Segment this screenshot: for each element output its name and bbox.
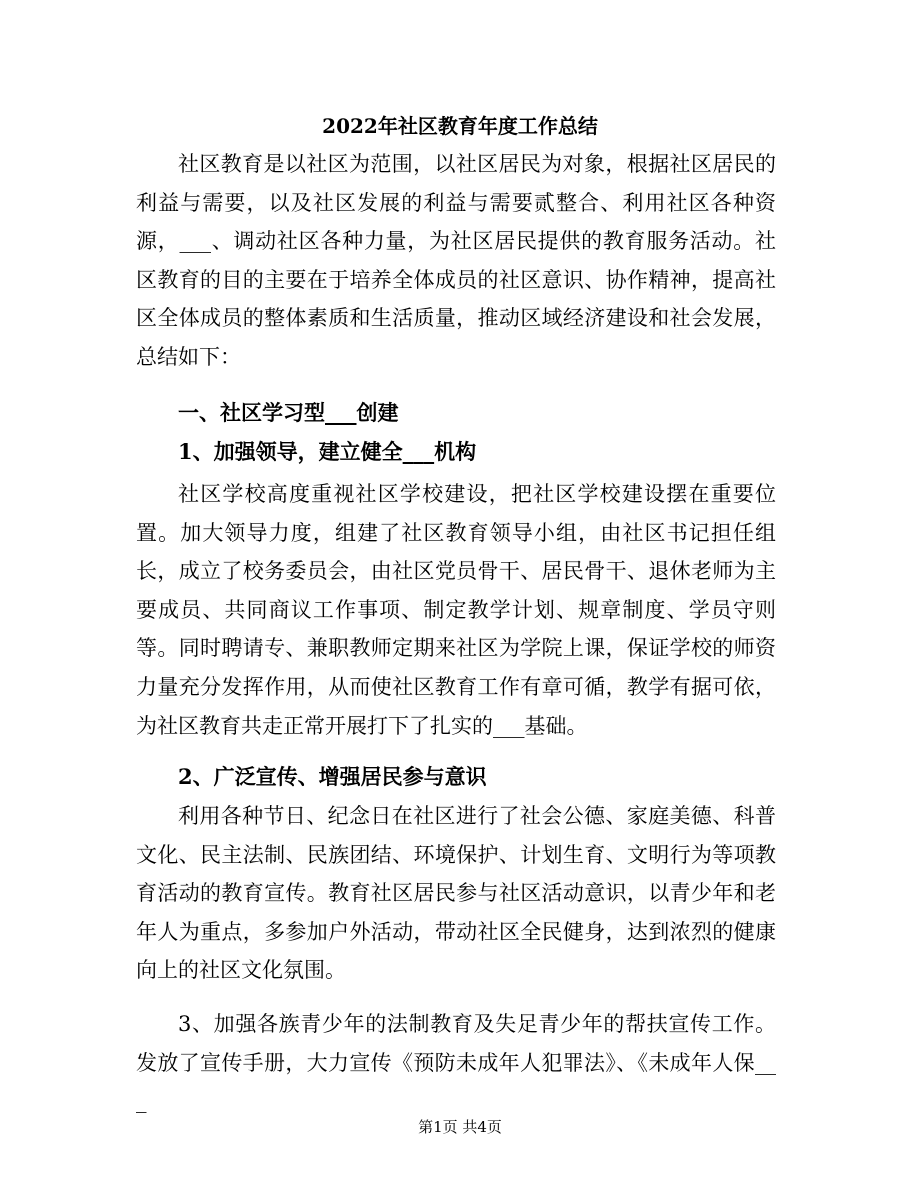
- subsection-heading-text: 1、加强领导，建立健全___机构: [178, 439, 477, 464]
- subsection-paragraph-2: [136, 797, 776, 990]
- section-heading-1: [136, 394, 776, 433]
- subsection-paragraph-3: [136, 1005, 776, 1121]
- paragraph-text: 利用各种节日、纪念日在社区进行了社会公德、家庭美德、科普文化、民主法制、民族团结、环境保护、计划生育、文明行为等项教育活动的教育宣传。教育社区居民参与社区活动意识，以青少年和老年人为重点，多参加户外活动，带动社区全民健身，达到浓烈的健康向上的社区文化氛围。: [136, 804, 776, 983]
- subsection-heading-text: 2、广泛宣传、增强居民参与意识: [178, 764, 487, 789]
- paragraph-text: 3、加强各族青少年的法制教育及失足青少年的帮扶宣传工作。发放了宣传手册，大力宣传《预防未成年人犯罪法》、《未成年人保___: [136, 1012, 776, 1114]
- page-indicator: 第1页 共4页: [418, 1118, 502, 1136]
- subsection-heading-2: [136, 758, 776, 797]
- document-title: 2022年社区教育年度工作总结: [322, 114, 598, 138]
- intro-paragraph: [136, 145, 776, 377]
- intro-text: 社区教育是以社区为范围，以社区居民为对象，根据社区居民的利益与需要，以及社区发展的利益与需要贰整合、利用社区各种资源，___、调动社区各种力量，为社区居民提供的教育服务活动。社区教育的目的主要在于培养全体成员的社区意识、协作精神，提高社区全体成员的整体素质和生活质量，推动区域经济建设和社会发展，总结如下：: [136, 152, 776, 369]
- subsection-heading-1: [136, 433, 776, 472]
- paragraph-text: 社区学校高度重视社区学校建设，把社区学校建设摆在重要位置。加大领导力度，组建了社区教育领导小组，由社区书记担任组长，成立了校务委员会，由社区党员骨干、居民骨干、退休老师为主要成员、共同商议工作事项、制定教学计划、规章制度、学员守则等。同时聘请专、兼职教师定期来社区为学院上课，保证学校的师资力量充分发挥作用，从而使社区教育工作有章可循，教学有据可依，为社区教育共走正常开展打下了扎实的___基础。: [136, 482, 776, 738]
- subsection-paragraph-1: [136, 475, 776, 745]
- section-heading-text: 一、社区学习型___创建: [178, 400, 399, 425]
